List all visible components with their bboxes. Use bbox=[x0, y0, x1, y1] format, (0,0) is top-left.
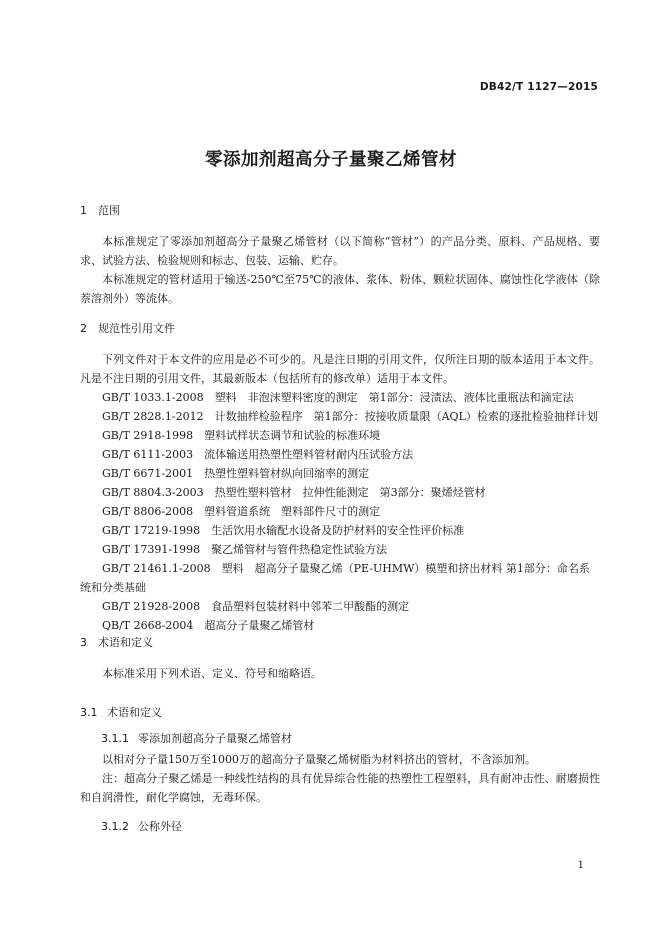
reference-item: GB/T 2828.1-2012 计数抽样检验程序 第1部分：按接收质量限（AQL）检索的逐批检验抽样计划 bbox=[102, 410, 598, 423]
section-number: 1 bbox=[80, 204, 87, 217]
section-title: 术语和定义 bbox=[98, 636, 153, 649]
reference-item: GB/T 17391-1998 聚乙烯管材与管件热稳定性试验方法 bbox=[102, 543, 388, 556]
term-number: 3.1.2 bbox=[101, 820, 129, 833]
term-title: 公称外径 bbox=[138, 820, 182, 833]
references-intro: 下列文件对于本文件的应用是必不可少的。凡是注日期的引用文件，仅所注日期的版本适用于本文件。凡是不注日期的引用文件，其最新版本（包括所有的修改单）适用于本文件。 bbox=[80, 353, 600, 385]
section-number: 2 bbox=[80, 322, 87, 335]
section-3-heading bbox=[80, 634, 153, 650]
section-number: 3 bbox=[80, 636, 87, 649]
section-2-heading bbox=[80, 320, 175, 336]
reference-item: QB/T 2668-2004 超高分子量聚乙烯管材 bbox=[102, 619, 315, 632]
reference-item: GB/T 17219-1998 生活饮用水输配水设备及防护材料的安全性评价标准 bbox=[102, 524, 465, 537]
term-title: 零添加剂超高分子量聚乙烯管材 bbox=[138, 732, 292, 745]
reference-item: GB/T 21461.1-2008 塑料 超高分子量聚乙烯（PE-UHMW）模塑和挤出材料 第1部分：命名系统和分类基础 bbox=[80, 562, 590, 594]
reference-item: GB/T 6671-2001 热塑性塑料管材纵向回缩率的测定 bbox=[102, 467, 370, 480]
scope-paragraph-1: 本标准规定了零添加剂超高分子量聚乙烯管材（以下简称“管材”）的产品分类、原料、产品规格、要求、试验方法、检验规则和标志、包装、运输、贮存。 bbox=[80, 235, 600, 267]
reference-item: GB/T 21928-2008 食品塑料包装材料中邻苯二甲酸酯的测定 bbox=[102, 600, 410, 613]
reference-item: GB/T 2918-1998 塑料试样状态调节和试验的标准环境 bbox=[102, 429, 381, 442]
section-title: 规范性引用文件 bbox=[98, 322, 175, 335]
reference-item: GB/T 1033.1-2008 塑料 非泡沫塑料密度的测定 第1部分：浸渍法、液体比重瓶法和滴定法 bbox=[102, 391, 574, 404]
subsection-3-1-heading bbox=[80, 704, 162, 720]
reference-item: GB/T 8806-2008 塑料管道系统 塑料部件尺寸的测定 bbox=[102, 505, 381, 518]
term-note: 注：超高分子聚乙烯是一种线性结构的具有优异综合性能的热塑性工程塑料，具有耐冲击性、耐磨损性和自润滑性，耐化学腐蚀，无毒环保。 bbox=[80, 772, 600, 804]
term-definition: 以相对分子量150万至1000万的超高分子量聚乙烯树脂为材料挤出的管材，不含添加剂。 bbox=[102, 753, 536, 766]
subsection-title: 术语和定义 bbox=[107, 706, 162, 719]
subsection-number: 3.1 bbox=[80, 706, 98, 719]
reference-list bbox=[80, 388, 600, 635]
reference-item: GB/T 8804.3-2003 热塑性塑料管材 拉伸性能测定 第3部分：聚烯烃管材 bbox=[102, 486, 486, 499]
section-1-heading bbox=[80, 202, 120, 218]
section-title: 范围 bbox=[98, 204, 120, 217]
term-3-1-2-heading bbox=[101, 818, 182, 834]
page-number: 1 bbox=[577, 860, 584, 871]
term-3-1-1-heading bbox=[101, 730, 292, 746]
scope-paragraph-2: 本标准规定的管材适用于输送-250℃至75℃的液体、浆体、粉体、颗粒状固体、腐蚀性化学液体（除萘溶剂外）等流体。 bbox=[80, 273, 600, 305]
reference-item: GB/T 6111-2003 流体输送用热塑性塑料管材耐内压试验方法 bbox=[102, 448, 414, 461]
standard-code: DB42/T 1127—2015 bbox=[479, 81, 598, 93]
document-title: 零添加剂超高分子量聚乙烯管材 bbox=[205, 150, 457, 170]
terms-intro: 本标准采用下列术语、定义、符号和缩略语。 bbox=[102, 667, 322, 680]
term-number: 3.1.1 bbox=[101, 732, 129, 745]
